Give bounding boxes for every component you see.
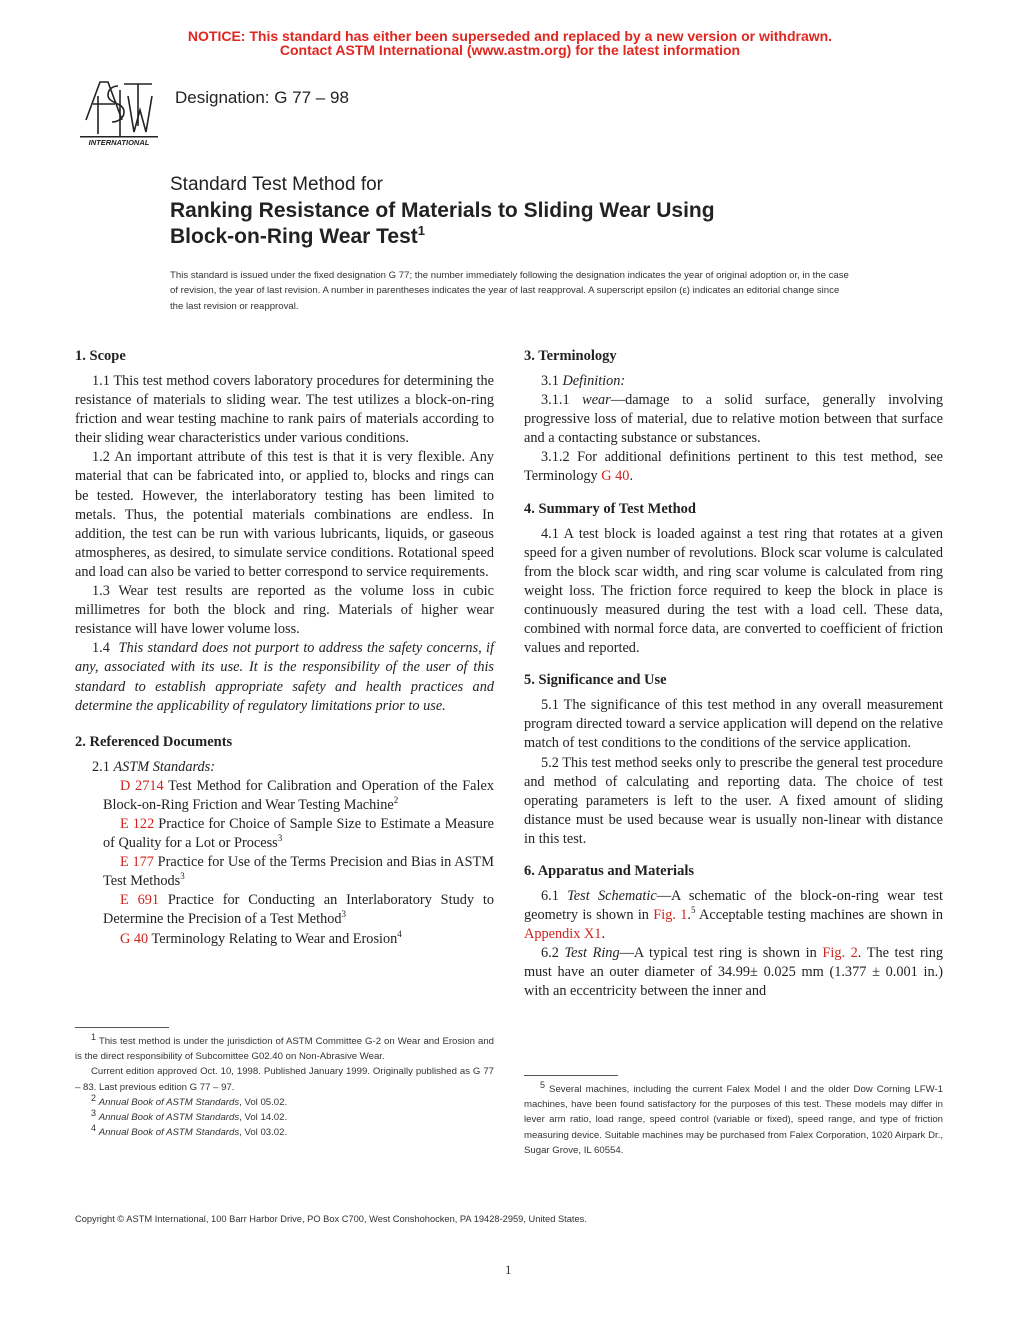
footnote-divider [75, 1027, 169, 1028]
section-referenced-documents [75, 732, 494, 949]
title-line-2: Ranking Resistance of Materials to Sliding Wear Using [170, 199, 715, 222]
para-3-1-1: 3.1.1 wear—damage to a solid surface, generally involving progressive loss of material, due to relative motion between that surface and a contacting substance or substances. [524, 392, 943, 447]
footnote-edition: Current edition approved Oct. 10, 1998. Published January 1999. Originally published as G 77 – 83. Last previous edition G 77 – 97. [75, 1066, 494, 1093]
link-fig-2[interactable]: Fig. 2 [822, 945, 858, 962]
heading-significance: 5. Significance and Use [524, 672, 667, 689]
para-2-1: 2.1 ASTM Standards: [92, 758, 215, 775]
ref-item: G 40 Terminology Relating to Wear and Erosion$^4$ [120, 928, 402, 947]
heading-referenced-documents: 2. Referenced Documents [75, 733, 233, 750]
para-5-2: 5.2 This test method seeks only to prescribe the general test procedure and method of calculating and reporting data. The choice of test operating parameters is left to the user. A fixed amount of sliding distance must be used because wear is usually non-linear with distance in this test. [524, 754, 943, 847]
para-3-1-2: 3.1.2 For additional definitions pertinent to this test method, see Terminology G 40. [524, 449, 943, 485]
title-line-3: Block-on-Ring Wear Test [170, 225, 418, 248]
ref-link-e177[interactable]: E 177 [120, 854, 154, 871]
para-1-1: 1.1 This test method covers laboratory procedures for determining the resistance of materials to sliding wear. The test utilizes a block-on-ring friction and wear testing machine to rank pairs of materials according to their sliding wear characteristics under various conditions. [75, 373, 494, 447]
para-6-2: 6.2 Test Ring—A typical test ring is shown in Fig. 2. The test ring must have an outer diameter of 34.99± 0.025 mm (1.377 ± 0.001 in.) with an eccentricity between the inner and [524, 945, 944, 1000]
footnote-divider [524, 1075, 618, 1076]
para-5-1: 5.1 The significance of this test method in any overall measurement program directed toward a service application will depend on the relative match of test conditions to the conditions of the service application. [524, 697, 943, 752]
ref-item: E 122 Practice for Choice of Sample Size to Estimate a Measure of Quality for a Lot or Process$^3$ [103, 815, 494, 852]
para-1-4: 1.4 This standard does not purport to address the safety concerns, if any, associated with its use. It is the responsibility of the user of this standard to establish appropriate safety and health practices and determine the applicability of regulatory limitations prior to use. [75, 640, 494, 714]
page-number: 1 [505, 1262, 512, 1277]
designation: Designation: G 77 – 98 [175, 88, 349, 107]
ref-link-e691[interactable]: E 691 [120, 892, 160, 909]
footnote-1: $^1$ This test method is under the jurisdiction of ASTM Committee G-2 on Wear and Erosion and is the direct responsibility of Subcomittee G02.40 on Non-Abrasive Wear. [75, 1031, 494, 1063]
astm-logo-icon [78, 76, 160, 148]
title-line-1: Standard Test Method for [170, 174, 383, 195]
heading-summary: 4. Summary of Test Method [524, 500, 696, 517]
link-fig-1[interactable]: Fig. 1 [653, 907, 688, 924]
heading-apparatus: 6. Apparatus and Materials [524, 862, 694, 879]
ref-link-d2714[interactable]: D 2714 [120, 777, 164, 794]
ref-item: E 691 Practice for Conducting an Interlaboratory Study to Determine the Precision of a Test Method$^3$ [103, 892, 494, 928]
link-g40[interactable]: G 40 [601, 468, 630, 485]
title-footnote-ref[interactable]: 1 [417, 223, 425, 238]
section-apparatus [524, 861, 943, 1002]
footnote-5: $^5$ Several machines, including the current Falex Model I and the older Dow Corning LFW-1 machines, have been found satisfactory for the purposes of this test. These models may differ in lever arm ratio, load range, speed control (variable or fixed), speed range, and type of friction measuring device. Suitable machines may be purchased from Falex Corporation, 1020 Airpark Dr., Sugar Grove, IL 60554. [524, 1079, 943, 1156]
para-1-3: 1.3 Wear test results are reported as the volume loss in cubic millimetres for both the block and ring. Materials of higher wear resistance will have lower volume loss. [75, 583, 494, 638]
section-terminology [524, 346, 943, 487]
footnote-4: $^4$ Annual Book of ASTM Standards, Vol 03.02. [91, 1123, 288, 1139]
ref-item: E 177 Practice for Use of the Terms Precision and Bias in ASTM Test Methods$^3$ [103, 854, 494, 890]
heading-scope: 1. Scope [75, 348, 126, 364]
footnote-3: $^3$ Annual Book of ASTM Standards, Vol 14.02. [91, 1107, 288, 1124]
title-main [170, 198, 870, 250]
para-1-2: 1.2 An important attribute of this test is that it is very flexible. Any material that can be fabricated into, or applied to, blocks and rings can be tested. However, the interlaboratory testing has been limited to metals. Thus, the potential materials combinations are endless. In addition, the test can be run with various lubricants, liquids, or gaseous atmospheres, as desired, to simulate service conditions. Rotational speed and load can also be varied to better correspond to service requirements. [75, 449, 494, 580]
heading-terminology: 3. Terminology [524, 348, 617, 364]
right-column [524, 346, 943, 1014]
ref-item: D 2714 Test Method for Calibration and Operation of the Falex Block-on-Ring Friction and Wear Testing Machine$^2$ [103, 777, 494, 813]
section-summary [524, 499, 943, 659]
logo-text: INTERNATIONAL [88, 138, 150, 147]
left-column [75, 346, 494, 961]
notice-line-2: Contact ASTM International (www.astm.org) for the latest information [279, 42, 741, 58]
ref-link-g40[interactable]: G 40 [120, 930, 149, 947]
issuance-statement: This standard is issued under the fixed designation G 77; the number immediately following the designation indicates the year of original adoption or, in the case of revision, the year of last revision. A number in parentheses indicates the year of last reapproval. A superscript epsilon (ε) indicates an editorial change since the last revision or reapproval. [170, 270, 849, 312]
footnote-2: $^2$ Annual Book of ASTM Standards, Vol 05.02. [91, 1092, 288, 1108]
copyright: Copyright © ASTM International, 100 Barr Harbor Drive, PO Box C700, West Conshohocken, PA 19428-2959, United States. [75, 1214, 587, 1224]
link-appendix-x1[interactable]: Appendix X1 [524, 926, 602, 943]
notice-line-1: NOTICE: This standard has either been superseded and replaced by a new version or withdrawn. [187, 28, 833, 44]
para-6-1: 6.1 Test Schematic—A schematic of the block-on-ring wear test geometry is shown in Fig. 1.$^5$ Acceptable testing machines are shown in Appendix X1. [524, 887, 943, 943]
para-3-1: 3.1 Definition: [541, 373, 626, 389]
footnotes-left [75, 1031, 494, 1140]
section-scope [75, 346, 494, 716]
para-4-1: 4.1 A test block is loaded against a test ring that rotates at a given speed for a given number of revolutions. Block scar volume is calculated from the block scar width, and ring scar volume is calculated from ring weight loss. The friction force required to keep the block in place is continuously measured during the test with a load cell. These data, combined with normal force data, are converted to coefficient of friction values and reported. [524, 525, 943, 657]
section-significance [524, 670, 943, 849]
ref-link-e122[interactable]: E 122 [120, 815, 155, 832]
